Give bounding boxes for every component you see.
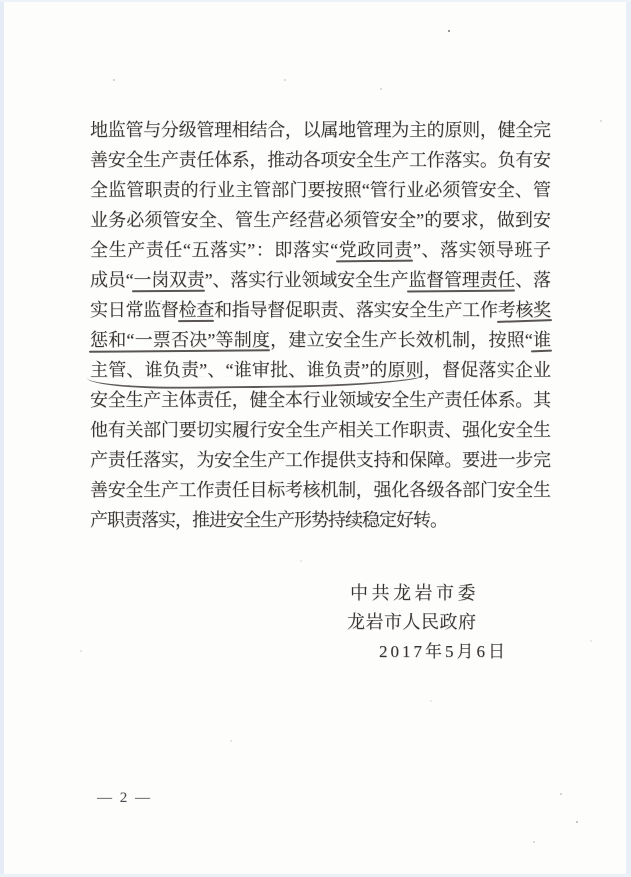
text-run: 地监管与分级管理相结合，以属地管理为主的原则，健全完 [90,120,550,140]
text-line [90,325,550,355]
underlined-text: 一岗双责 [132,270,205,290]
text-line [90,115,550,145]
underlined-text: 考核奖 [497,300,551,320]
text-run: ”、落实领导班子 [412,240,550,260]
text-run: 全监管职责的行业主管部门要按照“管行业必须管安全、管 [90,180,550,200]
scan-noise-specks [0,0,2,2]
text-run: 产职责落实，推进安全生产形势持续稳定好转。 [90,510,447,530]
text-line [90,385,550,415]
text-run: 善安全生产责任体系，推动各项安全生产工作落实。负有安 [90,150,550,170]
text-line [90,205,550,235]
scan-edge-left [0,0,4,877]
text-line [90,445,550,475]
text-line [90,175,550,205]
underlined-text: 谁 [531,330,551,350]
scan-edge-right [626,0,631,877]
signature-date: 2017年5月6日 [379,642,508,661]
text-run: 和指导督促职责、落实安全生产工作 [214,300,498,320]
text-line [90,235,550,265]
text-line [90,145,550,175]
text-run: 成员“ [90,270,133,290]
text-run: ，督促落实企业 [423,360,551,380]
text-line [90,415,550,445]
page-number: — 2 — [97,790,152,806]
text-run: 业务必须管安全、管生产经营必须管安全”的要求，做到安 [90,210,550,230]
text-run: ，建立安全生产长效机制，按照“ [270,330,532,350]
text-run: 、落 [515,270,551,290]
text-run: 全生产责任“五落实”：即落实“ [90,240,338,260]
text-run: 善安全生产工作责任目标考核机制，强化各级各部门安全生 [90,480,550,500]
underlined-text: 监督管理责任 [408,270,516,290]
underlined-text: 检查 [178,300,215,320]
underlined-text: 惩和“一票否决”等制度 [90,330,271,350]
text-run: 安全生产主体责任，健全本行业领域安全生产责任体系。其 [90,390,550,410]
text-run: 实日常监督 [90,300,179,320]
signature-org-government: 龙岩市人民政府 [347,612,477,632]
scan-edge-top [0,0,631,2]
text-line [90,475,550,505]
signature-org-party: 中共龙岩市委 [350,583,479,603]
underlined-text: 主管、谁负责”、“谁审批、谁负责”的原则 [90,360,424,380]
text-line [90,355,550,385]
document-body [90,115,550,535]
text-run: 他有关部门要切实履行安全生产相关工作职责、强化安全生 [90,420,550,440]
underlined-text: 党政同责 [337,240,413,260]
text-run: 产责任落实，为安全生产工作提供支持和保障。要进一步完 [90,450,550,470]
text-run: ”、落实行业领域安全生产 [204,270,409,290]
text-line [90,505,550,535]
text-line [90,265,550,295]
text-line [90,295,550,325]
